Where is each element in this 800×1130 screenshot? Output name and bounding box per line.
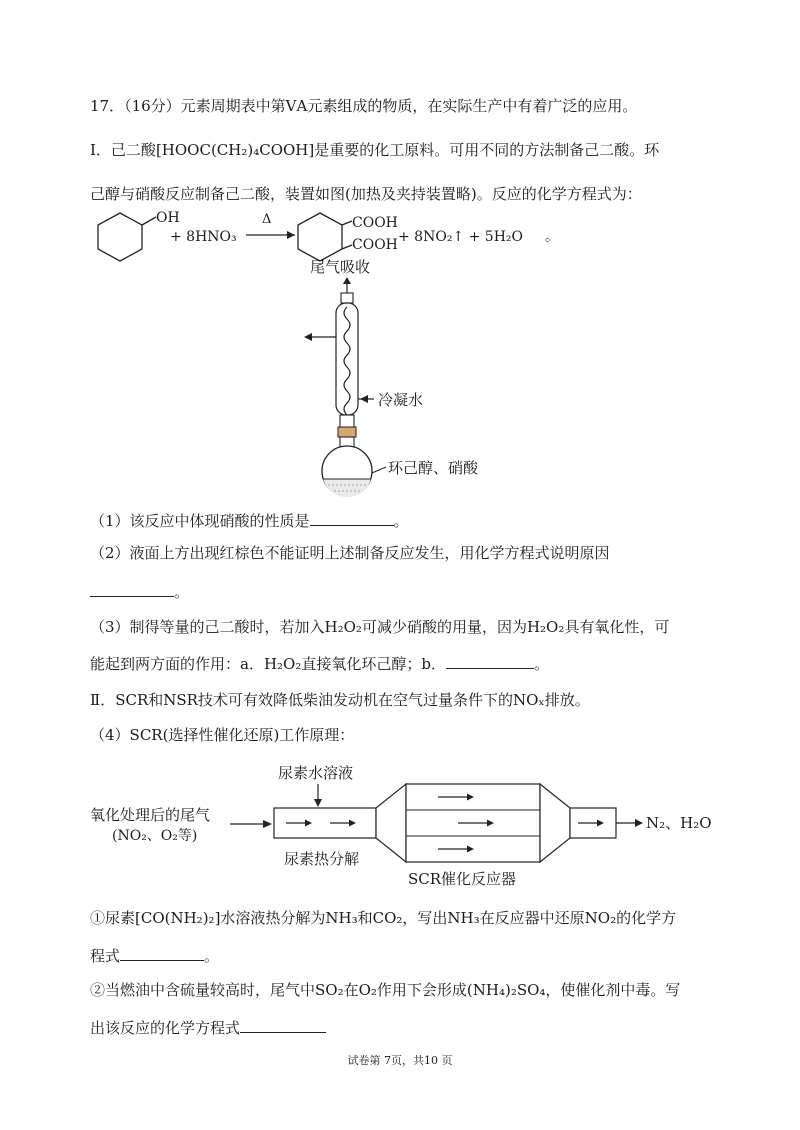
q1-text: （1）该反应中体现硝酸的性质是	[90, 512, 310, 530]
flask-label: 环己醇、硝酸	[388, 459, 479, 477]
q2-end: 。	[174, 583, 190, 601]
question-header: 17．（16分）元素周期表中第ⅤA元素组成的物质，在实际生产中有着广泛的应用。	[90, 97, 638, 115]
condenser-water-label: 冷凝水	[378, 391, 424, 409]
cooh-bottom-label: COOH	[352, 237, 398, 253]
water-outlet-arrowhead	[304, 333, 312, 341]
oh-label: OH	[156, 210, 180, 226]
q4-1-line2	[90, 944, 219, 966]
products-label: + 8NO₂↑ + 5H₂O	[398, 229, 523, 245]
reagent-label: + 8HNO₃	[170, 229, 237, 245]
ground-glass-joint	[338, 427, 356, 437]
q4-2-answer-blank[interactable]	[240, 1016, 326, 1033]
part1-intro-line2: 己醇与硝酸反应制备己二酸，装置如图(加热及夹持装置略)。反应的化学方程式为：	[90, 185, 642, 203]
part1-intro	[90, 140, 659, 160]
flask-label-leader	[372, 467, 386, 473]
q4-2-line1: ②当燃油中含硫量较高时，尾气中SO₂在O₂作用下会形成(NH₄)₂SO₄，使催化剂中毒。写	[90, 981, 681, 999]
page-footer: 试卷第 7页，共10 页	[347, 1054, 453, 1067]
inlet-label-line2: (NO₂、O₂等)	[112, 828, 198, 844]
outlet-label: N₂、H₂O	[646, 814, 712, 832]
tail-gas-label: 尾气吸收	[310, 258, 371, 276]
urea-solution-label: 尿素水溶液	[278, 764, 354, 782]
q4-2-line2-text: 出该反应的化学方程式	[90, 1019, 241, 1037]
q4: （4）SCR(选择性催化还原)工作原理：	[90, 726, 355, 744]
q3-answer-blank[interactable]	[446, 652, 534, 669]
tail-gas-arrowhead	[343, 277, 351, 284]
q3-line2	[90, 652, 549, 674]
part1-intro-b: 是重要的化工原料。可用不同的方法制备己二酸。环	[314, 141, 660, 159]
q3-line1: （3）制得等量的己二酸时，若加入H₂O₂可减少硝酸的用量，因为H₂O₂具有氧化性，可	[90, 618, 670, 636]
q4-2-line2	[90, 1016, 326, 1038]
q4-1-answer-blank[interactable]	[120, 944, 204, 961]
q2: （2）液面上方出现红棕色不能证明上述制备反应发生，用化学方程式说明原因	[90, 544, 610, 562]
outlet-arrowhead	[635, 819, 643, 827]
reflux-apparatus	[290, 255, 530, 505]
part2-intro: Ⅱ．SCR和NSR技术可有效降低柴油发动机在空气过量条件下的NOₓ排放。	[90, 691, 590, 709]
urea-inject-arrowhead	[314, 799, 322, 807]
equation-end: 。	[545, 229, 559, 245]
part1-intro-a: Ⅰ．己二酸	[90, 141, 156, 159]
inlet-label-line1: 氧化处理后的尾气	[90, 806, 211, 824]
cooh-bond-bottom	[342, 245, 352, 249]
cyclohexanol-ring	[98, 213, 142, 261]
q1	[90, 509, 409, 531]
adipic-acid-ring	[298, 213, 342, 261]
q2-answer-blank[interactable]	[90, 580, 174, 597]
reactor-outlet-cone	[540, 784, 570, 862]
cooh-bond-top	[342, 221, 352, 225]
q4-1-end: 。	[204, 947, 220, 965]
heat-condition: Δ	[262, 212, 272, 227]
q2-answer-line	[90, 580, 189, 602]
q1-end: 。	[393, 512, 409, 530]
q4-1-line2-text: 程式	[90, 947, 121, 965]
inlet-arrowhead	[263, 820, 272, 828]
oh-bond	[142, 217, 156, 225]
urea-decomp-label: 尿素热分解	[284, 850, 360, 868]
q3-line2-text: 能起到两方面的作用：a．H₂O₂直接氧化环己醇；b．	[90, 655, 446, 673]
reactor-label: SCR催化反应器	[408, 870, 517, 888]
reactor-inlet-cone	[376, 784, 406, 862]
reaction-arrowhead	[287, 231, 295, 239]
cooh-top-label: COOH	[352, 215, 398, 231]
q1-answer-blank[interactable]	[310, 509, 394, 526]
adipic-acid-formula: [HOOC(CH₂)₄COOH]	[155, 141, 315, 159]
scr-diagram	[90, 760, 730, 890]
q3-end: 。	[533, 655, 549, 673]
condenser-top-outlet	[341, 293, 353, 303]
flask-liquid	[323, 479, 371, 497]
water-inlet-arrowhead	[360, 395, 368, 403]
q4-1-line1: ①尿素[CO(NH₂)₂]水溶液热分解为NH₃和CO₂，写出NH₃在反应器中还原NO₂的化学方	[90, 909, 677, 927]
